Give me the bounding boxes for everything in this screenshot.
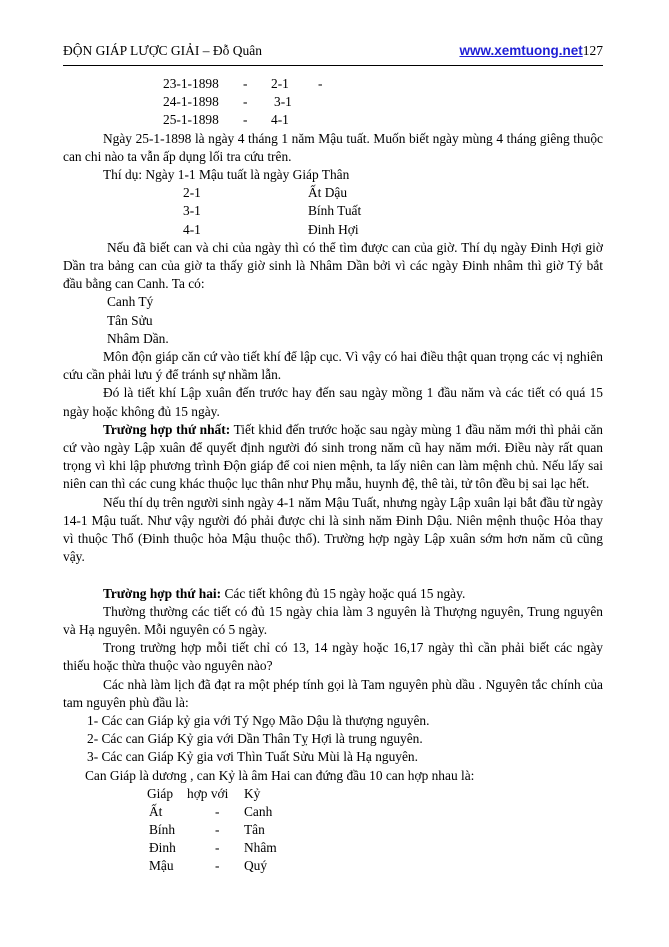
can-right: Tân — [244, 822, 265, 838]
pair-intro: Can Giáp là dương , can Kỷ là âm Hai can đứng đầu 10 can hợp nhau là: — [85, 767, 475, 783]
example-row — [63, 221, 603, 239]
separator: - — [215, 803, 220, 819]
case-two-heading: Trường hợp thứ hai: — [103, 585, 222, 601]
can-left: Đinh — [149, 840, 176, 856]
rule-text: 3- Các can Giáp Kỷ gia vơi Thìn Tuất Sửu Mùi là Hạ nguyên. — [87, 749, 418, 765]
paragraph: Trong trường hợp mỗi tiết chỉ có 13, 14 ngày hoặc 16,17 ngày thì cần phải biết các ngày thiếu hoặc thừa thuộc vào nguyên nào? — [63, 640, 603, 674]
pair-table — [63, 785, 603, 876]
can-right: Canh — [244, 803, 273, 819]
example-row — [63, 184, 603, 202]
page-number: 127 — [582, 43, 603, 58]
lunar-day: 4-1 — [183, 221, 201, 237]
separator: - — [243, 94, 248, 110]
example-table — [63, 184, 603, 239]
separator: - — [215, 858, 220, 874]
separator: - — [243, 76, 248, 91]
can-left: Ất — [149, 803, 163, 819]
pair-row — [63, 803, 603, 821]
rule-item — [63, 730, 603, 748]
separator: - — [243, 112, 248, 128]
book-title: ĐỘN GIÁP LƯỢC GIẢI – Đỗ Quân — [63, 43, 262, 58]
paragraph — [63, 767, 603, 785]
lunar-date: 2-1 — [271, 76, 289, 91]
rule-text: 1- Các can Giáp kỷ gia với Tý Ngọ Mão Dậu là thượng nguyên. — [87, 712, 430, 728]
lunar-date: 4-1 — [271, 112, 289, 128]
pair-row — [63, 857, 603, 875]
case-two-paragraph — [63, 585, 603, 603]
hour-item — [63, 312, 603, 330]
hour-label: Canh Tý — [107, 294, 154, 310]
case-one-heading: Trường hợp thứ nhất: — [103, 421, 231, 437]
can-right: Nhâm — [244, 840, 277, 856]
column-header: Giáp — [147, 785, 174, 801]
pair-header-row — [63, 785, 603, 803]
solar-date: 25-1-1898 — [163, 112, 219, 128]
pair-row — [63, 821, 603, 839]
column-header: hợp với — [187, 785, 229, 801]
rules-list — [63, 712, 603, 767]
hours-list — [63, 293, 603, 348]
date-table — [63, 75, 603, 130]
date-row — [63, 93, 603, 111]
header-right — [459, 43, 603, 59]
lunar-day: 3-1 — [183, 203, 201, 219]
case-one-text: Tiết khid đến trước hoặc sau ngày mùng 1 đầu năm mới thì phải căn cứ vào ngày Lập xuân để quyết định người đó sinh trong năm cũ hay năm mới. Điều này rất quan trọng vì khi lập phương trình Độn giáp để coi nien mệnh, ta lấy niên can làm mệnh chủ. Nếu lấy sai niên can thì các cung khác thuộc lục thân như Phụ mẫu, huynh đệ, thê tài, tử tôn đều bị sai lạc hết. — [63, 421, 603, 492]
hour-label: Tân Sửu — [107, 312, 153, 328]
spacer — [63, 566, 603, 584]
paragraph: Các nhà làm lịch đã đạt ra một phép tính gọi là Tam nguyên phù dầu . Nguyên tắc chính của tam nguyên phù đầu là: — [63, 676, 603, 710]
date-row — [63, 111, 603, 129]
page-body — [63, 75, 603, 876]
paragraph: Ngày 25-1-1898 là ngày 4 tháng 1 năm Mậu tuất. Muốn biết ngày mùng 4 tháng giêng thuộc can chi nào ta vẫn ấp dụng lối tra cứu trên. — [63, 130, 603, 164]
solar-date: 24-1-1898 — [163, 94, 219, 110]
rule-text: 2- Các can Giáp Kỷ gia với Dần Thân Tỵ Hợi là trung nguyên. — [87, 731, 423, 747]
hour-label: Nhâm Dần. — [107, 330, 169, 346]
can-chi: Đinh Hợi — [308, 221, 359, 237]
paragraph: Đó là tiết khí Lập xuân đến trước hay đến sau ngày mồng 1 đầu năm và các tiết có quá 15 ngày hoặc không đủ 15 ngày. — [63, 385, 603, 419]
can-right: Quý — [244, 858, 268, 874]
page-header — [63, 40, 603, 62]
lunar-date: 3-1 — [274, 94, 292, 110]
example-intro: Thí dụ: Ngày 1-1 Mậu tuất là ngày Giáp Thân — [103, 166, 350, 182]
paragraph: Nếu thí dụ trên người sinh ngày 4-1 năm Mậu Tuất, nhưng ngày Lập xuân lại bắt đầu từ ngày 14-1 Mậu tuất. Như vậy người đó phải được chi là sinh năm Đinh Dậu. Niên mệnh thuộc Hỏa thay vì thuộc Thổ (Đinh thuộc hỏa Mậu thuộc thổ). Trường hợp ngày Lập xuân sớm hơn năm cũ cũng vậy. — [63, 494, 603, 565]
rule-item — [63, 748, 603, 766]
can-chi: Ất Dậu — [308, 185, 348, 201]
can-chi: Bính Tuất — [308, 203, 362, 219]
case-two-text: Các tiết không đủ 15 ngày hoặc quá 15 ngày. — [221, 585, 466, 601]
example-row — [63, 202, 603, 220]
hour-item — [63, 293, 603, 311]
solar-date: 23-1-1898 — [163, 76, 219, 91]
can-left: Mậu — [149, 858, 174, 874]
extra-mark: - — [318, 76, 323, 91]
paragraph: Môn độn giáp căn cứ vào tiết khí để lập cục. Vì vậy có hai điều thật quan trọng các vị nghiên cứu cần phải lưu ý để tránh sự nhầm lẫn. — [63, 348, 603, 383]
date-row — [63, 75, 603, 93]
website-link[interactable]: www.xemtuong.net — [459, 43, 583, 58]
paragraph: Nếu đã biết can và chi của ngày thì có thể tìm được can của giờ. Thí dụ ngày Đinh Hợi giờ Dần tra bảng can của giờ ta thấy giờ sinh là Nhâm Dần bởi vì các ngày Đinh nhâm thì giờ Tý bắt đầu bằng can Canh. Ta có: — [63, 239, 603, 292]
header-divider — [63, 65, 603, 66]
case-one-paragraph — [63, 421, 603, 494]
column-header: Kỷ — [244, 785, 261, 801]
pair-row — [63, 839, 603, 857]
lunar-day: 2-1 — [183, 185, 201, 201]
separator: - — [215, 822, 220, 838]
hour-item — [63, 330, 603, 348]
separator: - — [215, 840, 220, 856]
can-left: Bính — [149, 822, 176, 838]
paragraph: Thường thường các tiết có đủ 15 ngày chia làm 3 nguyên là Thượng nguyên, Trung nguyên và Hạ nguyên. Mỗi nguyên có 5 ngày. — [63, 603, 603, 637]
rule-item — [63, 712, 603, 730]
